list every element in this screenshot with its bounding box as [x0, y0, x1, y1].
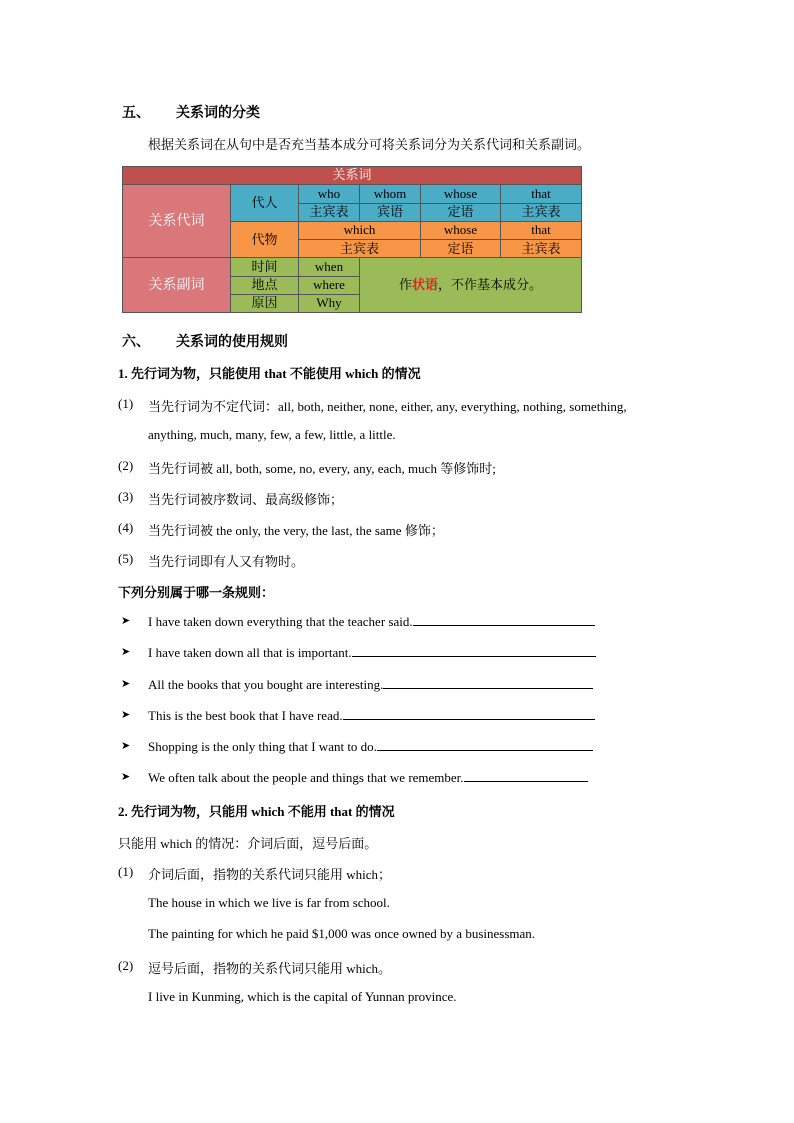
adverb-note-emphasis: 状语 — [412, 277, 439, 293]
answer-blank-3[interactable] — [383, 676, 593, 689]
rule2-title: 2. 先行词为物，只能用 which 不能用 that 的情况 — [118, 804, 395, 819]
rule2-item-2: 逗号后面，指物的关系代词只能用 which。 — [148, 961, 392, 976]
exercise-4 — [148, 707, 595, 724]
person-label: 代人 — [231, 185, 299, 222]
rule1-item-2-num: (2) — [118, 458, 134, 473]
arrow-bullet-icon: ➤ — [121, 615, 131, 627]
answer-blank-2[interactable] — [352, 644, 596, 657]
rule2-intro: 只能用 which 的情况：介词后面，逗号后面。 — [118, 836, 378, 851]
adverb-note-pre: 作 — [399, 277, 413, 293]
word-whom: whom — [360, 185, 421, 203]
word-where: where — [299, 276, 360, 294]
exercise-1 — [148, 613, 595, 630]
exercise-6 — [148, 769, 588, 786]
rule1-item-2: 当先行词被 all, both, some, no, every, any, each, much 等修饰时; — [148, 461, 496, 476]
exercise-2-text: I have taken down all that is important. — [148, 645, 352, 660]
answer-blank-6[interactable] — [464, 769, 588, 782]
rule2-example-3: I live in Kunming, which is the capital of Yunnan province. — [148, 989, 457, 1004]
arrow-bullet-icon: ➤ — [121, 740, 131, 752]
exercise-5-text: Shopping is the only thing that I want to do. — [148, 739, 377, 754]
reason-label: 原因 — [231, 294, 299, 312]
exercise-title: 下列分别属于哪一条规则： — [118, 585, 275, 600]
word-which: which — [299, 221, 421, 239]
rule1-item-1-cont: anything, much, many, few, a few, little, a little. — [148, 427, 396, 442]
role-who: 主宾表 — [299, 203, 360, 221]
rule2-item-1-num: (1) — [118, 864, 134, 879]
adverb-label: 关系副词 — [123, 258, 231, 313]
word-that-thing: that — [501, 221, 582, 239]
rule1-item-3-num: (3) — [118, 489, 134, 504]
word-who: who — [299, 185, 360, 203]
exercise-1-text: I have taken down everything that the teacher said. — [148, 614, 413, 629]
pronoun-label: 关系代词 — [123, 185, 231, 258]
role-which: 主宾表 — [299, 240, 421, 258]
exercise-3-text: All the books that you bought are interesting. — [148, 677, 384, 692]
rule2-example-1: The house in which we live is far from school. — [148, 895, 390, 910]
role-whose: 定语 — [421, 203, 501, 221]
role-that-thing: 主宾表 — [501, 240, 582, 258]
adverb-note-post: ，不作基本成分。 — [438, 277, 543, 293]
arrow-bullet-icon: ➤ — [121, 709, 131, 721]
rule2-item-2-num: (2) — [118, 958, 134, 973]
section5-number: 五、 — [122, 105, 150, 121]
rule2-item-1: 介词后面，指物的关系代词只能用 which； — [148, 867, 392, 882]
rule1-item-5-num: (5) — [118, 551, 134, 566]
role-whom: 宾语 — [360, 203, 421, 221]
exercise-5 — [148, 738, 593, 755]
time-label: 时间 — [231, 258, 299, 276]
rule1-item-1: 当先行词为不定代词：all, both, neither, none, either, any, everything, nothing, something, — [148, 399, 627, 414]
adverb-note — [360, 258, 582, 313]
table-header: 关系词 — [123, 167, 582, 185]
role-whose-thing: 定语 — [421, 240, 501, 258]
arrow-bullet-icon: ➤ — [121, 646, 131, 658]
relative-words-table — [122, 166, 582, 313]
exercise-3 — [148, 676, 593, 693]
answer-blank-5[interactable] — [377, 738, 593, 751]
exercise-6-text: We often talk about the people and things that we remember. — [148, 770, 464, 785]
place-label: 地点 — [231, 276, 299, 294]
rule2-example-2: The painting for which he paid $1,000 was once owned by a businessman. — [148, 926, 536, 941]
rule1-item-4-num: (4) — [118, 520, 134, 535]
rule1-item-3: 当先行词被序数词、最高级修饰； — [148, 492, 344, 507]
role-that: 主宾表 — [501, 203, 582, 221]
arrow-bullet-icon: ➤ — [121, 771, 131, 783]
word-that: that — [501, 185, 582, 203]
word-whose-thing: whose — [421, 221, 501, 239]
word-when: when — [299, 258, 360, 276]
word-why: Why — [299, 294, 360, 312]
exercise-2 — [148, 644, 596, 661]
section6-title: 关系词的使用规则 — [176, 334, 288, 350]
rule1-item-1-num: (1) — [118, 396, 134, 411]
section5-intro: 根据关系词在从句中是否充当基本成分可将关系词分为关系代词和关系副词。 — [148, 137, 591, 152]
thing-label: 代物 — [231, 221, 299, 258]
rule1-item-5: 当先行词即有人又有物时。 — [148, 554, 305, 569]
section5-title: 关系词的分类 — [176, 105, 260, 121]
rule1-item-4: 当先行词被 the only, the very, the last, the same 修饰； — [148, 523, 444, 538]
rule1-title: 1. 先行词为物，只能使用 that 不能使用 which 的情况 — [118, 366, 421, 381]
answer-blank-4[interactable] — [343, 707, 595, 720]
answer-blank-1[interactable] — [413, 613, 595, 626]
arrow-bullet-icon: ➤ — [121, 678, 131, 690]
word-whose: whose — [421, 185, 501, 203]
section6-number: 六、 — [122, 334, 150, 350]
exercise-4-text: This is the best book that I have read. — [148, 708, 343, 723]
